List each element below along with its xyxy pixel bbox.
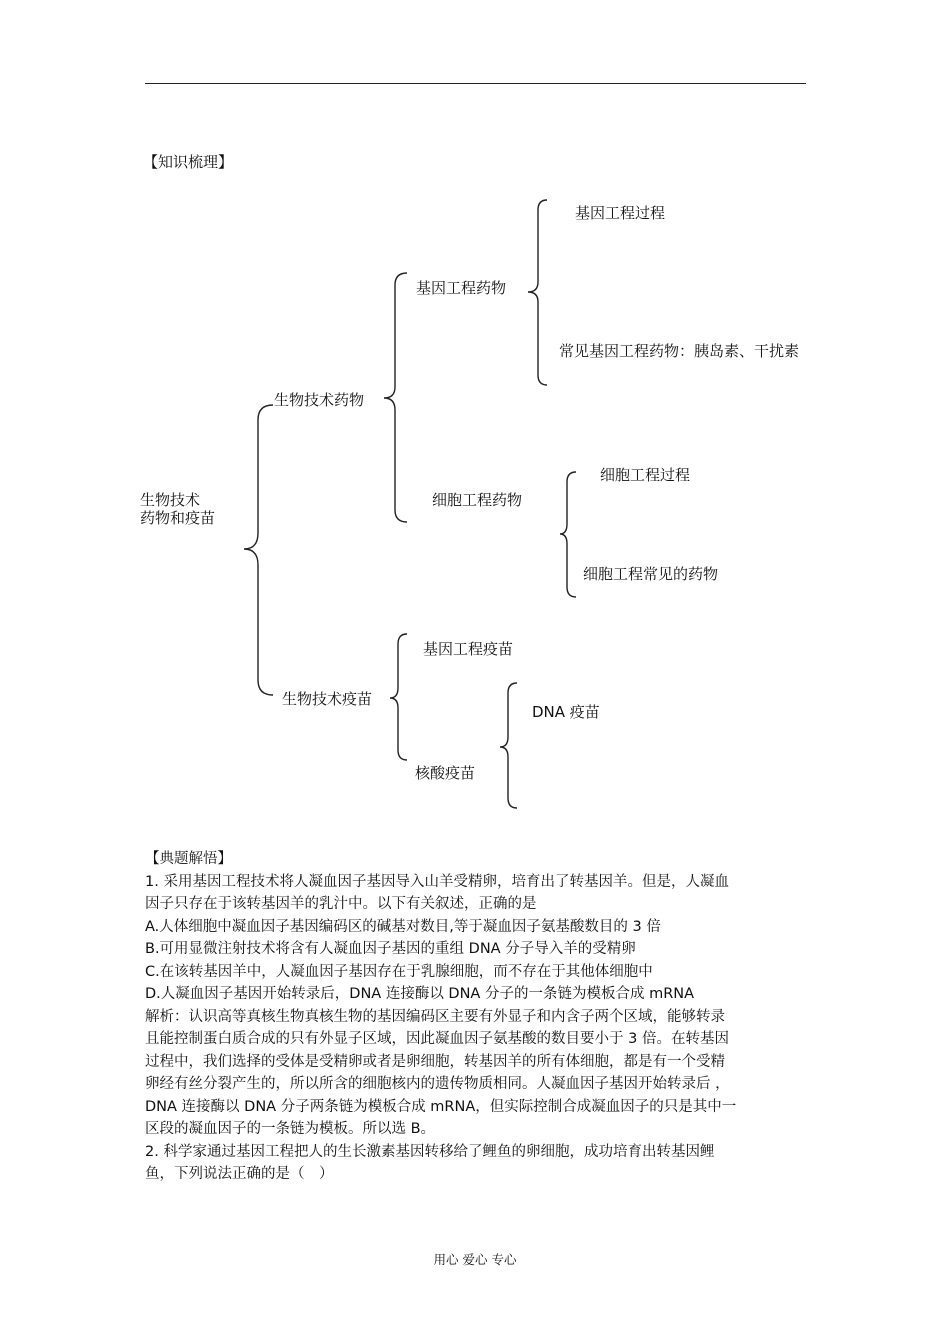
q2-stem-line1: 2. 科学家通过基因工程把人的生长激素基因转移给了鲤鱼的卵细胞，成功培育出转基因鲤: [145, 1143, 715, 1160]
q1-option-b: B.可用显微注射技术将含有人凝血因子基因的重组 DNA 分子导入羊的受精卵: [145, 941, 636, 957]
q1-analysis-line6: 区段的凝血因子的一条链为模板。所以选 B。: [145, 1121, 436, 1137]
q1-stem-line2: 因子只存在于该转基因羊的乳汁中。以下有关叙述，正确的是: [145, 896, 537, 912]
brace-genetic-drugs: [528, 200, 547, 385]
q1-stem-line1: 1. 采用基因工程技术将人凝血因子基因导入山羊受精卵，培育出了转基因羊。但是，人凝血: [145, 873, 729, 890]
examples-section: [145, 848, 810, 1186]
brace-root: [244, 405, 273, 695]
node-common-genetic-drugs: 常见基因工程药物：胰岛素、干扰素: [559, 342, 800, 360]
q1-option-c: C.在该转基因羊中，人凝血因子基因存在于乳腺细胞，而不存在于其他体细胞中: [145, 963, 653, 980]
q1-option-a: A.人体细胞中凝血因子基因编码区的碱基对数目,等于凝血因子氨基酸数目的 3 倍: [145, 918, 661, 935]
brace-biotech-drugs: [384, 273, 407, 522]
section-heading-knowledge: 【知识梳理】: [143, 153, 234, 171]
node-genetic-eng-vaccine: 基因工程疫苗: [423, 640, 514, 658]
page-footer: 用心 爱心 专心: [433, 1252, 517, 1267]
q1-option-d: D.人凝血因子基因开始转录后，DNA 连接酶以 DNA 分子的一条链为模板合成 mRNA: [145, 986, 695, 1002]
q1-analysis-line2: 且能控制蛋白质合成的只有外显子区域，因此凝血因子氨基酸的数目要小于 3 倍。在转基因: [145, 1031, 729, 1047]
node-genetic-eng-process: 基因工程过程: [575, 204, 666, 222]
q2-stem-line2: 鱼，下列说法正确的是（ ）: [145, 1166, 334, 1182]
q1-analysis-line1: 解析：认识高等真核生物真核生物的基因编码区主要有外显子和内含子两个区域，能够转录: [145, 1008, 725, 1025]
node-dna-vaccine: DNA 疫苗: [532, 703, 600, 721]
node-nucleic-acid-vaccine: 核酸疫苗: [415, 764, 476, 782]
q1-analysis-line4: 卵经有丝分裂产生的，所以所含的细胞核内的遗传物质相同。人凝血因子基因开始转录后 ，: [145, 1076, 730, 1092]
node-root-line2: 药物和疫苗: [140, 509, 216, 527]
node-biotech-drugs: 生物技术药物: [274, 391, 365, 409]
node-cell-eng-drugs: 细胞工程药物: [432, 491, 523, 509]
node-cell-eng-common: 细胞工程常见的药物: [583, 565, 719, 583]
section-heading-examples: 【典题解悟】: [145, 851, 232, 867]
q1-analysis-line3: 过程中，我们选择的受体是受精卵或者是卵细胞，转基因羊的所有体细胞，都是有一个受精: [145, 1053, 725, 1070]
brace-nucleic: [500, 683, 517, 808]
q1-analysis-line5: DNA 连接酶以 DNA 分子两条链为模板合成 mRNA，但实际控制合成凝血因子的只是其中一: [145, 1098, 737, 1115]
node-root-line1: 生物技术: [140, 491, 201, 509]
brace-cell-drugs: [560, 472, 576, 597]
node-cell-eng-process: 细胞工程过程: [600, 466, 691, 484]
node-genetic-eng-drugs: 基因工程药物: [416, 279, 507, 297]
node-biotech-vaccines: 生物技术疫苗: [282, 690, 373, 708]
brace-vaccines: [390, 634, 407, 760]
